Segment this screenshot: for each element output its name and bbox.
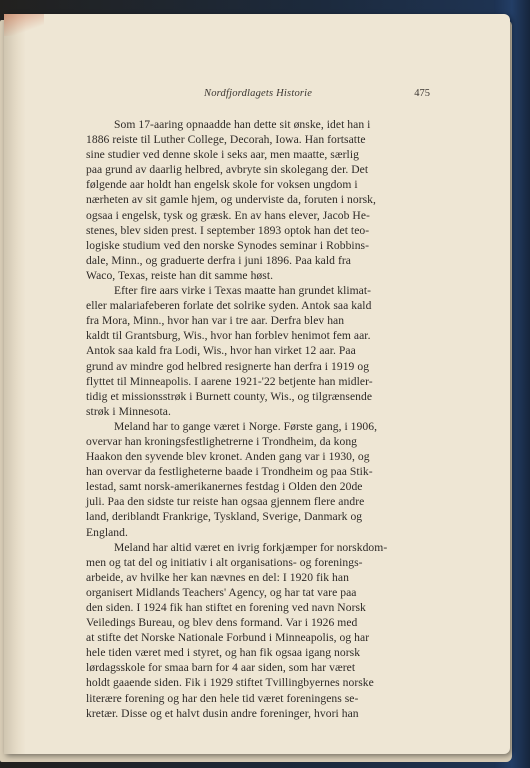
text-line: tidig et missionsstrøk i Burnett county, Wis., og tilgrænsende: [86, 389, 373, 403]
text-line: lestad, samt norsk-amerikanernes festdag i Olden den 20de: [86, 480, 363, 494]
text-line: sine studier ved denne skole i seks aar, men maatte, særlig: [86, 148, 359, 162]
page-gutter: [4, 14, 26, 754]
text-line: hele tiden været med i styret, og han fik ogsaa igang norsk: [86, 646, 361, 660]
text-line: dale, Minn., og graduerte derfra i juni 1896. Paa kald fra: [86, 253, 351, 267]
paragraph-2: [86, 283, 430, 419]
text-line: kaldt til Grantsburg, Wis., hvor han forblev henimot fem aar.: [86, 329, 371, 343]
text-line: nærheten av sit gamle hjem, og underviste da, foruten i norsk,: [86, 193, 376, 207]
text-line: England.: [86, 525, 128, 539]
text-line: ogsaa i engelsk, tysk og græsk. En av hans elever, Jacob He-: [86, 208, 370, 222]
body-text: [86, 117, 430, 721]
text-line: den siden. I 1924 fik han stiftet en forening ved navn Norsk: [86, 601, 366, 614]
text-line: flyttet til Minneapolis. I aarene 1921-'22 betjente han midler-: [86, 374, 373, 388]
text-line: arbeide, av hvilke her kan nævnes en del: I 1920 fik han: [86, 570, 349, 584]
page-corner-stain: [4, 14, 44, 36]
text-line: land, deriblandt Frankrige, Tyskland, Sverige, Danmark og: [86, 510, 363, 524]
text-line: Waco, Texas, reiste han dit samme høst.: [86, 268, 274, 282]
text-line: grund av mindre god helbred resignerte han derfra i 1919 og: [86, 359, 370, 373]
text-line: logiske studium ved den norske Synodes seminar i Robbins-: [86, 238, 370, 252]
text-line: organisert Midlands Teachers' Agency, og har tat vare paa: [86, 585, 357, 599]
paragraph-4: [86, 540, 430, 721]
text-line: eller malariafeberen forlate det solrike syden. Antok saa kald: [86, 299, 372, 313]
running-title: Nordfjordlagets Historie: [204, 88, 313, 99]
text-line: men og tat del og initiativ i alt organisations- og forenings-: [86, 555, 363, 569]
text-line: 1886 reiste til Luther College, Decorah, Iowa. Han fortsatte: [86, 133, 366, 147]
text-line: at stifte det Norske Nationale Forbund i Minneapolis, og har: [86, 631, 370, 645]
text-line: Efter fire aars virke i Texas maatte han grundet klimat-: [114, 284, 372, 298]
text-line: fra Mora, Minn., hvor han var i tre aar. Derfra blev han: [86, 314, 345, 328]
paragraph-3: [86, 419, 430, 540]
text-line: Som 17-aaring opnaadde han dette sit ønske, idet han i: [114, 118, 371, 131]
text-line: Antok saa kald fra Lodi, Wis., hvor han virket 12 aar. Paa: [86, 344, 356, 358]
text-line: literære forening og har den hele tid været foreningens se-: [86, 691, 359, 705]
page-number: 475: [414, 88, 430, 99]
page-header: [86, 88, 430, 104]
text-line: paa grund av daarlig helbred, avbryte sin skolegang der. Det: [86, 163, 369, 177]
text-line: Meland har to gange været i Norge. Første gang, i 1906,: [114, 419, 378, 433]
text-line: holdt gaaende siden. Fik i 1929 stiftet Tvillingbyernes norske: [86, 676, 374, 690]
text-line: lørdagsskole for smaa barn for 4 aar siden, som har været: [86, 661, 356, 675]
text-line: han overvar da festligheterne baade i Trondheim og paa Stik-: [86, 465, 373, 479]
paragraph-1: [86, 117, 430, 283]
text-line: juli. Paa den sidste tur reiste han ogsaa gjennem flere andre: [86, 495, 365, 509]
text-line: overvar han kroningsfestlighetrerne i Trondheim, da kong: [86, 434, 358, 448]
text-line: Meland har altid været en ivrig forkjæmper for norskdom-: [114, 540, 388, 554]
text-line: kretær. Disse og et halvt dusin andre foreninger, hvori han: [86, 706, 359, 720]
text-line: følgende aar holdt han engelsk skole for voksen ungdom i: [86, 178, 358, 192]
text-line: strøk i Minnesota.: [86, 404, 171, 418]
text-line: stenes, blev siden prest. I september 1893 optok han det teo-: [86, 223, 370, 237]
text-line: Haakon den syvende blev kronet. Anden gang var i 1930, og: [86, 450, 370, 464]
text-line: Veiledings Bureau, og blev dens formand. Var i 1926 med: [86, 616, 358, 630]
